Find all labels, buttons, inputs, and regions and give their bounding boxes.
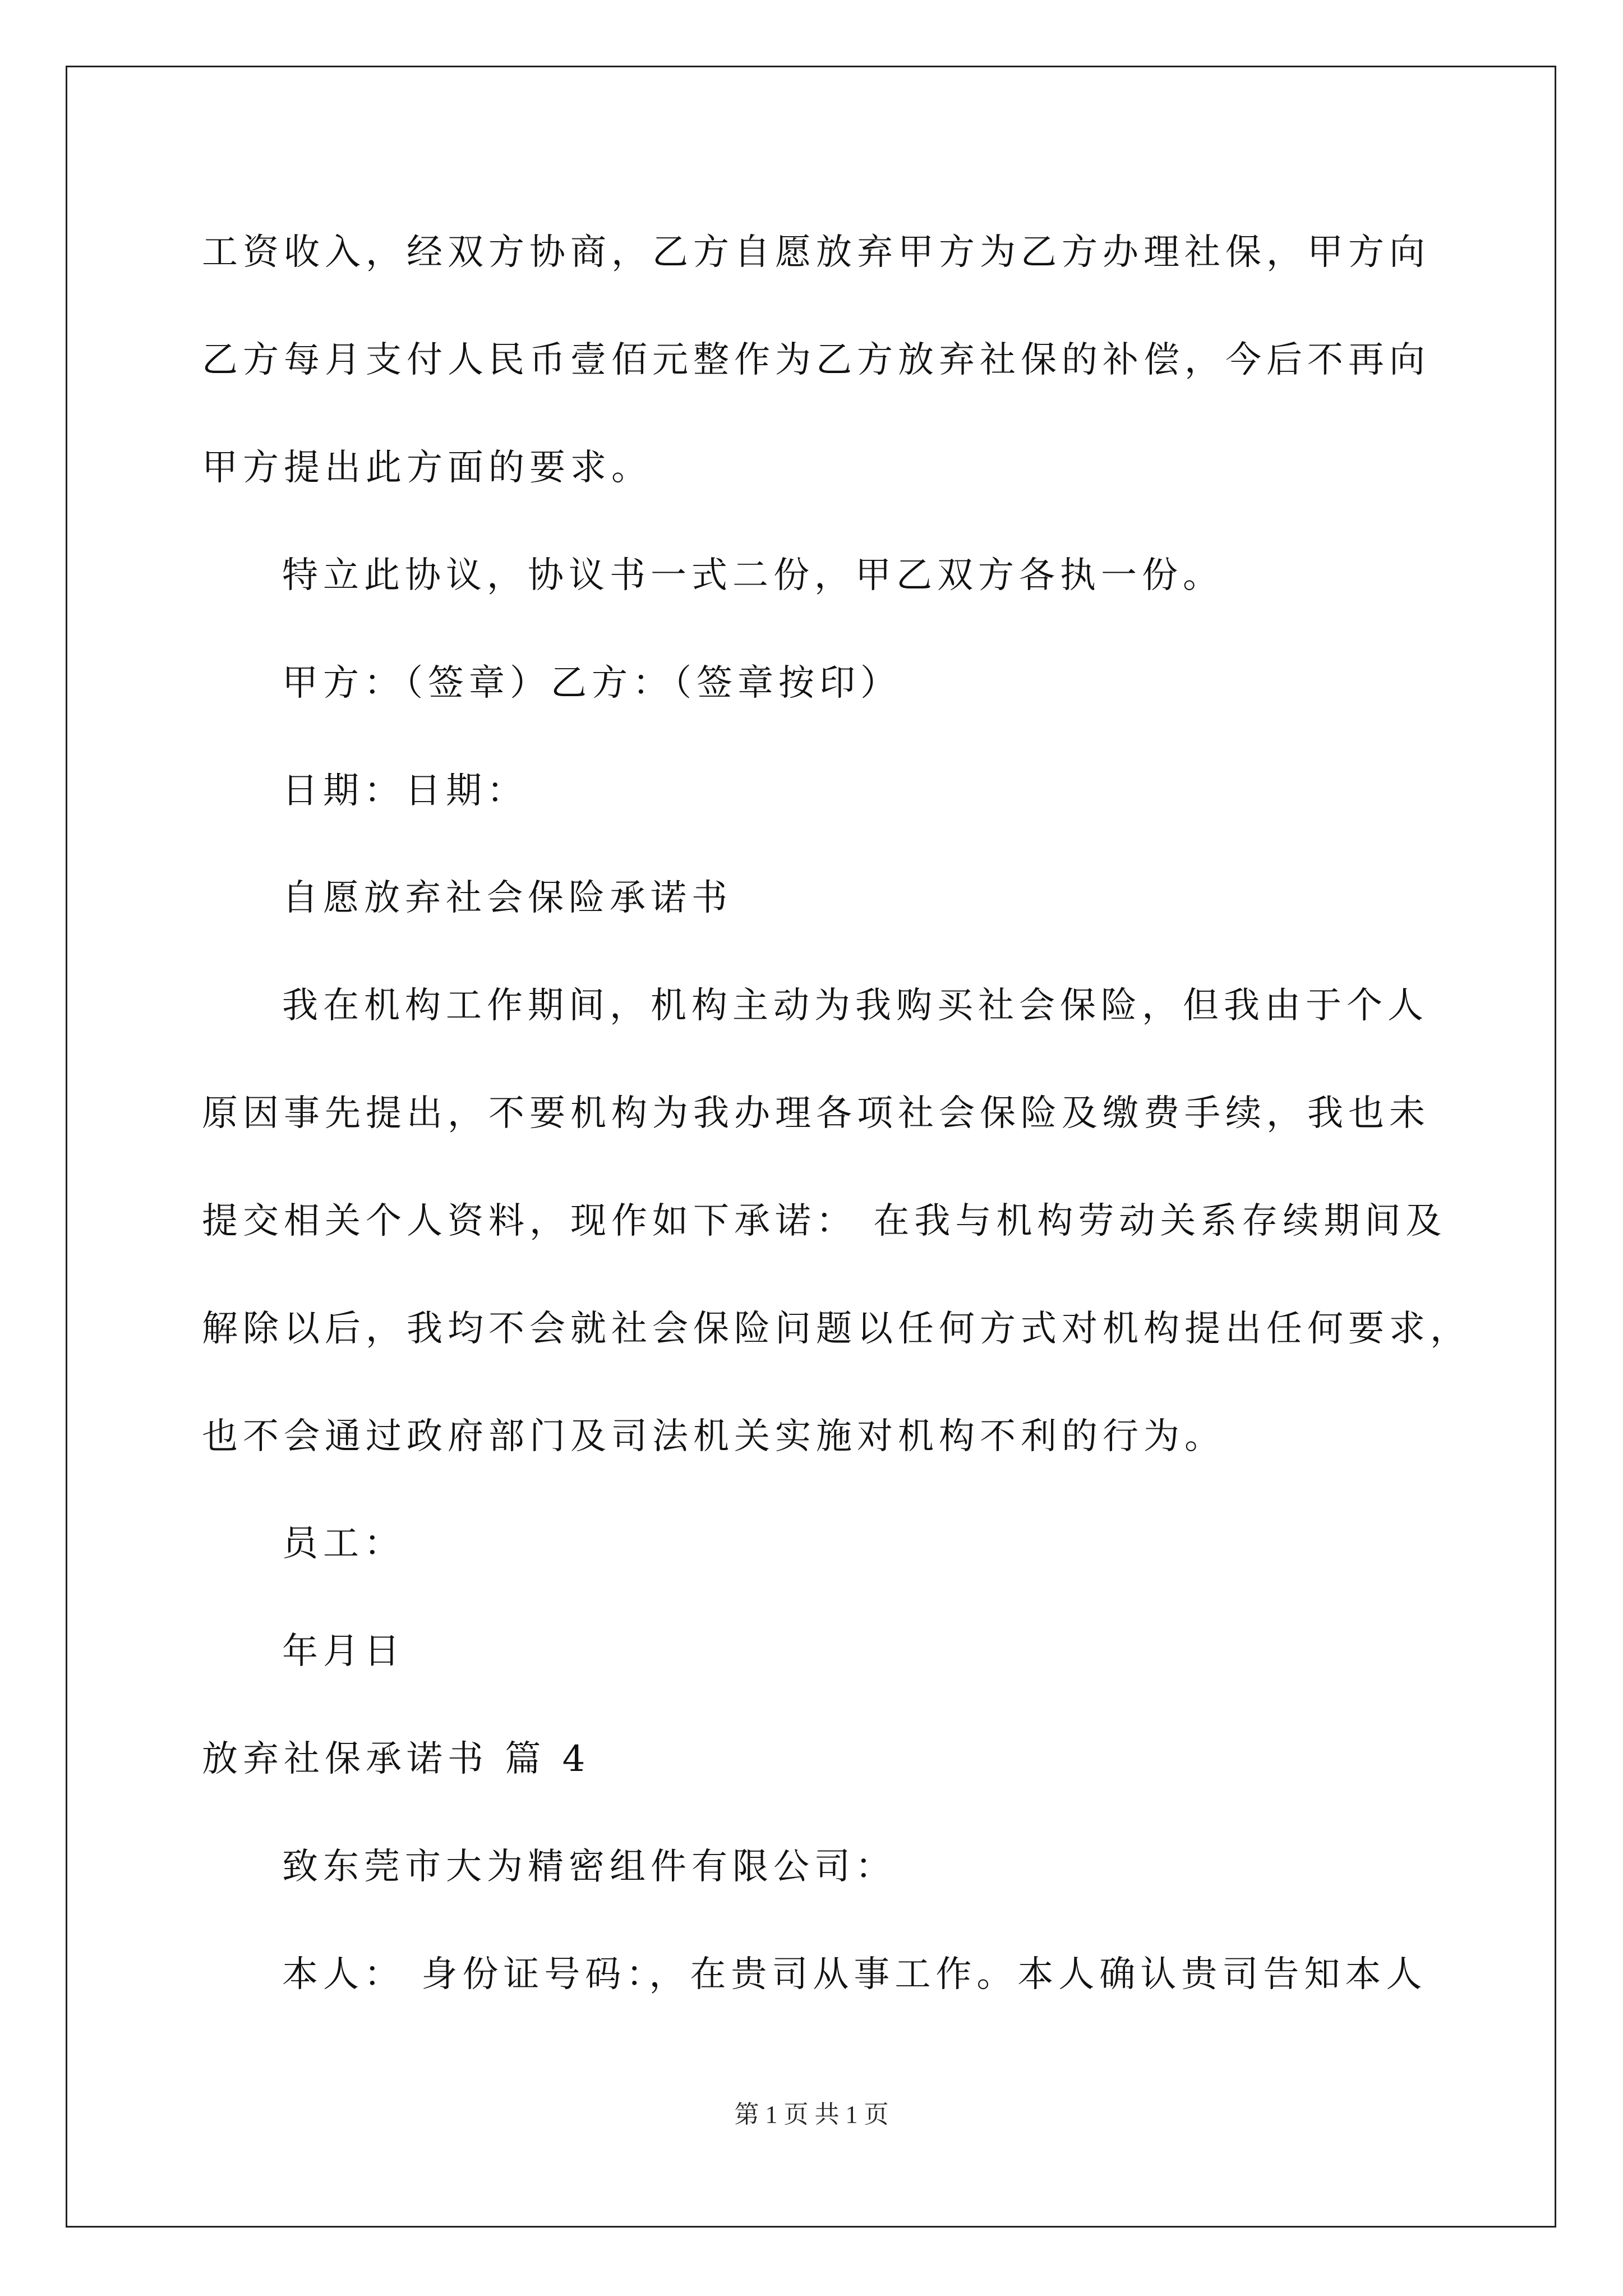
body-text-line: 我在机构工作期间，机构主动为我购买社会保险，但我由于个人 [282,985,1428,1027]
page-number-footer: 第 1 页 共 1 页 [734,2101,889,2128]
signature-line: 甲方：（签章）乙方：（签章按印） [282,662,901,704]
body-text-line: 解除以后，我均不会就社会保险问题以任何方式对机构提出任何要求， [202,1308,1471,1350]
addressee-line: 致东莞市大为精密组件有限公司： [282,1846,896,1888]
date-line: 年月日 [282,1631,405,1672]
section-heading: 放弃社保承诺书 篇 4 [202,1738,591,1780]
body-text-line: 甲方提出此方面的要求。 [202,447,652,489]
employee-line: 员工： [282,1523,405,1565]
body-text-line: 也不会通过政府部门及司法机关实施对机构不利的行为。 [202,1416,1225,1457]
body-text-line: 原因事先提出，不要机构为我办理各项社会保险及缴费手续，我也未 [202,1093,1430,1134]
body-text-line: 提交相关个人资料，现作如下承诺： 在我与机构劳动关系存续期间及 [202,1200,1447,1242]
body-text-line: 本人： 身份证号码：，在贵司从事工作。本人确认贵司告知本人 [282,1954,1427,1995]
section-heading: 自愿放弃社会保险承诺书 [282,877,732,919]
body-text-line: 特立此协议，协议书一式二份，甲乙双方各执一份。 [282,555,1224,596]
body-text-line: 乙方每月支付人民币壹佰元整作为乙方放弃社保的补偿，今后不再向 [202,339,1430,381]
body-text-line: 工资收入，经双方协商，乙方自愿放弃甲方为乙方办理社保，甲方向 [202,232,1430,273]
date-line: 日期：日期： [282,770,528,812]
page-border [66,66,1556,2228]
